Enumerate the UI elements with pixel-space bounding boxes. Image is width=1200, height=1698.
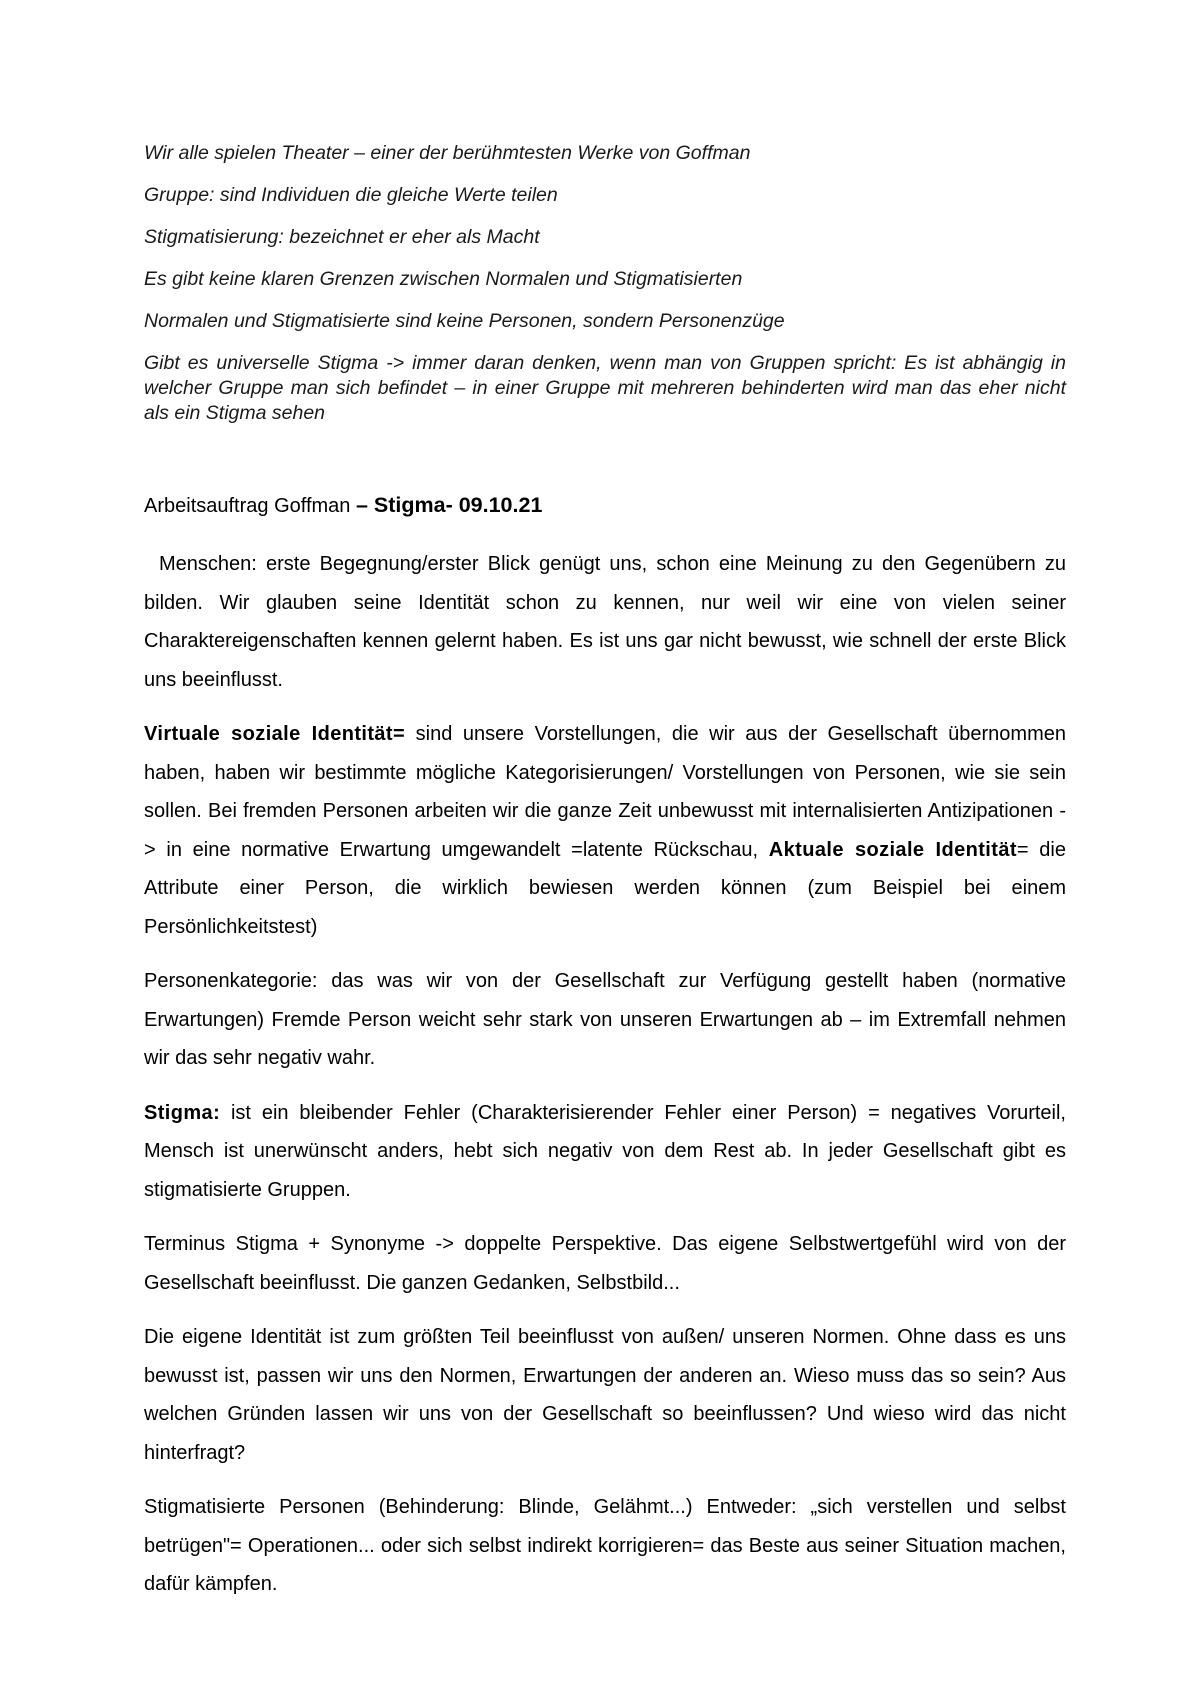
note-line: Gibt es universelle Stigma -> immer daran denken, wenn man von Gruppen spricht: Es ist abhängig in welcher Gruppe man sich befindet – in einer Gruppe mit mehreren behinderten wird man das eher nicht als ein Stigma sehen xyxy=(144,352,1066,424)
section-heading xyxy=(144,490,1066,521)
paragraph-text: ist ein bleibender Fehler (Charakterisierender Fehler einer Person) = negatives Vorurteil, Mensch ist unerwünscht anders, hebt sich negativ von dem Rest ab. In jeder Gesellschaft gibt es stigmatisierte Gruppen. xyxy=(144,1101,1066,1201)
term-aktuale: Aktuale soziale Identität xyxy=(768,838,1017,861)
paragraph: Die eigene Identität ist zum größten Teil beeinflusst von außen/ unseren Normen. Ohne dass es uns bewusst ist, passen wir uns den Normen, Erwartungen der anderen an. Wieso muss das so sein? Aus welchen Gründen lassen wir uns von der Gesellschaft so beeinflussen? Und wieso wird das nicht hinterfragt? xyxy=(144,1326,1066,1464)
body-text xyxy=(144,545,1066,1620)
note-line: Gruppe: sind Individuen die gleiche Werte teilen xyxy=(144,184,558,206)
heading-date: – Stigma- 09.10.21 xyxy=(355,493,543,517)
note-line: Stigmatisierung: bezeichnet er eher als Macht xyxy=(144,226,540,248)
note-line: Normalen und Stigmatisierte sind keine Personen, sondern Personenzüge xyxy=(144,310,785,332)
paragraph: Stigmatisierte Personen (Behinderung: Blinde, Gelähmt...) Entweder: „sich verstellen und selbst betrügen"= Operationen... oder sich selbst indirekt korrigieren= das Beste aus seiner Situation machen, dafür kämpfen. xyxy=(144,1496,1066,1595)
heading-title: Arbeitsauftrag Goffman xyxy=(144,495,356,517)
note-line: Wir alle spielen Theater – einer der berühmtesten Werke von Goffman xyxy=(144,142,751,164)
paragraph xyxy=(144,715,1066,946)
paragraph: Personenkategorie: das was wir von der Gesellschaft zur Verfügung gestellt haben (normative Erwartungen) Fremde Person weicht sehr stark von unseren Erwartungen ab – im Extremfall nehmen wir das sehr negativ wahr. xyxy=(144,970,1066,1069)
paragraph xyxy=(144,1094,1066,1210)
paragraph: Terminus Stigma + Synonyme -> doppelte Perspektive. Das eigene Selbstwertgefühl wird von der Gesellschaft beeinflusst. Die ganzen Gedanken, Selbstbild... xyxy=(144,1233,1066,1294)
paragraph: Menschen: erste Begegnung/erster Blick genügt uns, schon eine Meinung zu den Gegenübern zu bilden. Wir glauben seine Identität schon zu kennen, nur weil wir eine von vielen seiner Charaktereigenschaften kennen gelernt haben. Es ist uns gar nicht bewusst, wie schnell der erste Blick uns beeinflusst. xyxy=(144,553,1066,691)
paragraph-text: sind unsere Vorstellungen, die wir aus der Gesellschaft übernommen haben, haben wir bestimmte mögliche Kategorisierungen/ Vorstellungen von Personen, wie sie sein sollen. Bei fremden Personen arbeiten wir die ganze Zeit unbewusst mit internalisierten Antizipationen -> in eine normative Erwartung umgewandelt =latente Rückschau, xyxy=(144,723,1066,861)
paragraph-text: = die Attribute einer Person, die wirklich bewiesen werden können (zum Beispiel bei einem Persönlichkeitstest) xyxy=(144,838,1066,938)
note-line: Es gibt keine klaren Grenzen zwischen Normalen und Stigmatisierten xyxy=(144,268,743,290)
term-virtuale: Virtuale soziale Identität= xyxy=(144,723,406,745)
term-stigma: Stigma: xyxy=(144,1101,221,1124)
notes-section xyxy=(144,141,1066,444)
